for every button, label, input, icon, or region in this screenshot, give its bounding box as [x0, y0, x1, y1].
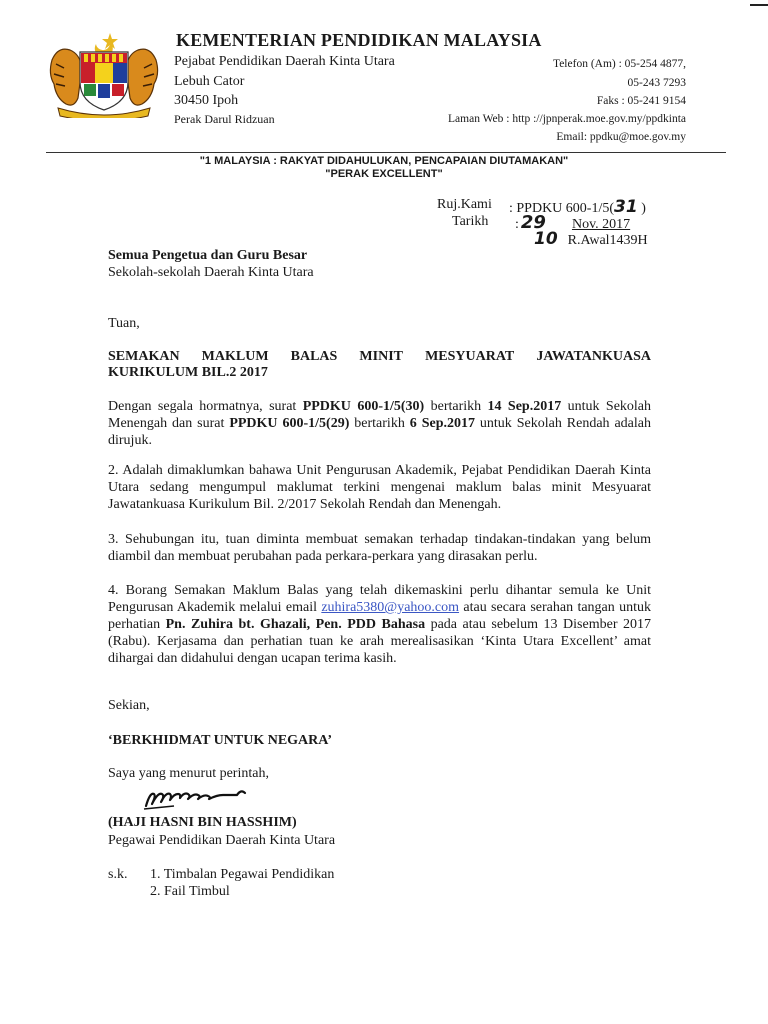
- signer-title: Pegawai Pendidikan Daerah Kinta Utara: [108, 833, 336, 848]
- handwritten-signature: [140, 786, 265, 811]
- contact-fax: Faks : 05-241 9154: [596, 95, 686, 107]
- motto-perak-excellent: "PERAK EXCELLENT": [325, 168, 443, 180]
- recipient-schools: Sekolah-sekolah Daerah Kinta Utara: [108, 265, 314, 280]
- copies-label: s.k.: [108, 867, 128, 882]
- subject-line-1: SEMAKAN MAKLUM BALAS MINIT MESYUARAT JAWATANKUASA: [108, 349, 651, 364]
- signer-name: (HAJI HASNI BIN HASSHIM): [108, 815, 297, 830]
- hijri-date: 10 R.Awal1439H: [534, 229, 648, 249]
- address-line-office: Pejabat Pendidikan Daerah Kinta Utara: [174, 54, 395, 69]
- email-link[interactable]: zuhira5380@yahoo.com: [321, 600, 460, 615]
- ref-label: Ruj.Kami: [437, 197, 492, 212]
- hijri-handwritten-day: 10: [534, 229, 558, 249]
- ref-handwritten-number: 31: [614, 197, 638, 217]
- scan-edge-mark: [750, 4, 768, 6]
- address-line-street: Lebuh Cator: [174, 74, 245, 89]
- paragraph-3: 3. Sehubungan itu, tuan diminta membuat semakan terhadap tindakan-tindakan yang belum diambil dan membuat perubahan pada perkara-perkara yang dirasakan perlu.: [108, 532, 651, 564]
- copies-item-1: 1. Timbalan Pegawai Pendidikan: [150, 867, 335, 882]
- contact-phone-1: Telefon (Am) : 05-254 4877,: [552, 58, 686, 70]
- motto-1malaysia: "1 MALAYSIA : RAKYAT DIDAHULUKAN, PENCAPAIAN DIUTAMAKAN": [199, 155, 569, 167]
- copies-item-2: 2. Fail Timbul: [150, 884, 230, 899]
- date-value: : 29 Nov. 2017: [515, 212, 631, 233]
- salutation: Tuan,: [108, 316, 140, 331]
- address-line-postcode: 30450 Ipoh: [174, 93, 239, 108]
- date-label: Tarikh: [452, 214, 489, 229]
- ministry-title: KEMENTERIAN PENDIDIKAN MALAYSIA: [176, 30, 542, 50]
- paragraph-2: 2. Adalah dimaklumkan bahawa Unit Pengurusan Akademik, Pejabat Pendidikan Daerah Kinta Utara sedang mengumpul maklumat terkini mengenai maklum balas minit Mesyuarat Jawatankuasa Kurikulum Bil. 2/2017 Sekolah Rendah dan Menengah.: [108, 463, 651, 512]
- date-handwritten-day: 29: [520, 212, 546, 233]
- contact-phone-2: 05-243 7293: [627, 77, 686, 89]
- paragraph-1: Dengan segala hormatnya, surat PPDKU 600-1/5(30) bertarikh 14 Sep.2017 untuk Sekolah Menengah dan surat PPDKU 600-1/5(29) bertarikh 6 Sep.2017 untuk Sekolah Rendah adalah dirujuk.: [108, 399, 652, 448]
- closing-perintah: Saya yang menurut perintah,: [108, 766, 269, 781]
- recipient-title: Semua Pengetua dan Guru Besar: [108, 248, 308, 263]
- contact-website: Laman Web : http ://jpnperak.moe.gov.my/ppdkinta: [448, 113, 686, 125]
- closing-slogan: ‘BERKHIDMAT UNTUK NEGARA’: [108, 733, 333, 748]
- letterhead-divider: [46, 152, 726, 153]
- coat-of-arms-icon: [44, 30, 164, 118]
- paragraph-4: 4. Borang Semakan Maklum Balas yang telah dikemaskini perlu dihantar semula ke Unit Pengurusan Akademik melalui email zuhira5380@yahoo.com atau secara serahan tangan untuk perhatian Pn. Zuhira bt. Ghazali, Pen. PDD Bahasa pada atau sebelum 13 Disember 2017 (Rabu). Kerjasama dan perhatian tuan ke arah merealisasikan ‘Kinta Utara Excellent’ amat dihargai dan didahului dengan ucapan terima kasih.: [108, 583, 651, 666]
- closing-sekian: Sekian,: [108, 698, 150, 713]
- subject-line-2: KURIKULUM BIL.2 2017: [108, 365, 268, 380]
- contact-email: Email: ppdku@moe.gov.my: [556, 131, 686, 143]
- ref-value: : PPDKU 600-1/5(31 ): [509, 197, 646, 217]
- address-line-state: Perak Darul Ridzuan: [174, 112, 275, 126]
